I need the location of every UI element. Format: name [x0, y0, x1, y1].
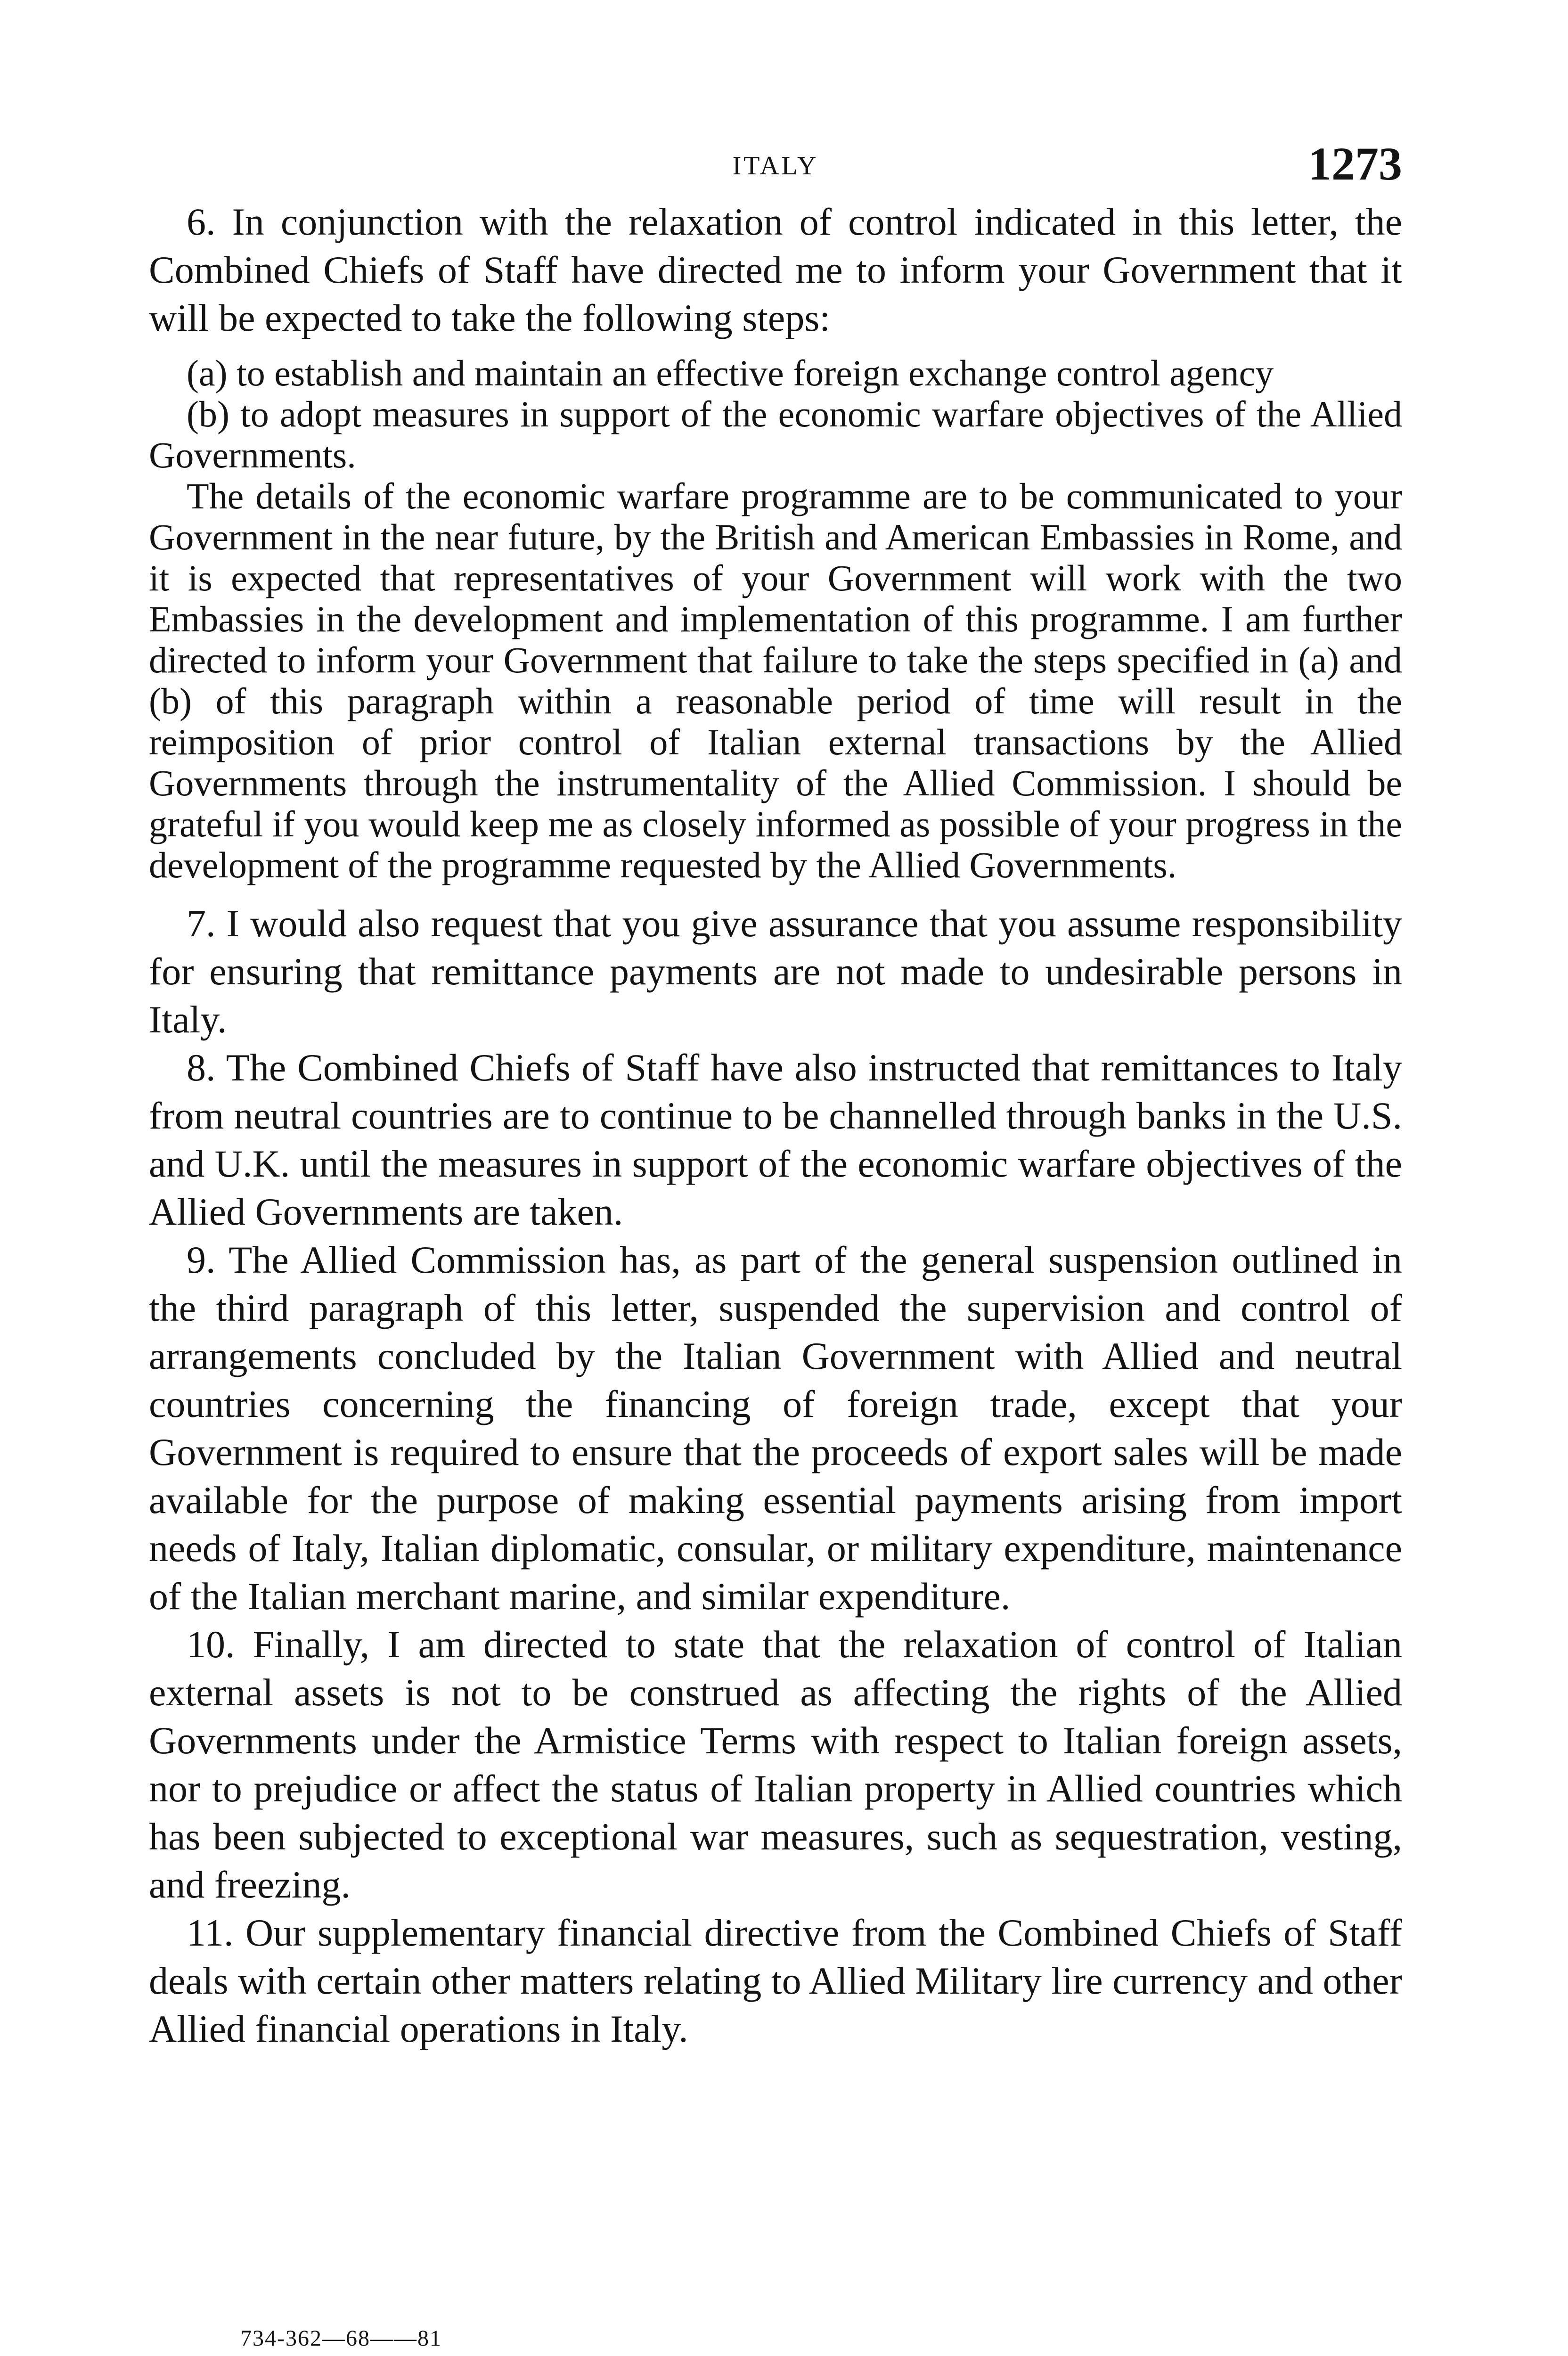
- page-number: 1273: [1308, 138, 1402, 190]
- paragraph-8: 8. The Combined Chiefs of Staff have also instructed that remittances to Italy from neutral countries are to continue to be channelled through banks in the U.S. and U.K. until the measures in support of the economic warfare objectives of the Allied Governments are taken.: [149, 1046, 1402, 1233]
- paragraph-6: 6. In conjunction with the relaxation of control indicated in this letter, the Combined Chiefs of Staff have directed me to inform your Government that it will be expected to take the following steps:: [149, 200, 1402, 339]
- paragraph-7: 7. I would also request that you give assurance that you assume responsibility for ensuring that remittance payments are not made to undesirable persons in Italy.: [149, 902, 1402, 1041]
- running-title: ITALY: [732, 151, 819, 180]
- paragraph-11: 11. Our supplementary financial directive from the Combined Chiefs of Staff deals with certain other matters relating to Allied Military lire currency and other Allied financial operations in Italy.: [149, 1911, 1402, 2050]
- paragraph-9: 9. The Allied Commission has, as part of the general suspension outlined in the third paragraph of this letter, suspended the supervision and control of arrangements concluded by the Italian Government with Allied and neutral countries concerning the financing of foreign trade, except that your Government is required to ensure that the proceeds of export sales will be made available for the purpose of making essential payments arising from import needs of Italy, Italian diplomatic, consular, or military expenditure, maintenance of the Italian merchant marine, and similar expenditure.: [149, 1238, 1402, 1618]
- running-head: [149, 132, 1402, 198]
- paragraph-6-details: The details of the economic warfare programme are to be communicated to your Government in the near future, by the British and American Embassies in Rome, and it is expected that representatives of your Government will work with the two Embassies in the development and implementation of this programme. I am further directed to inform your Government that failure to take the steps specified in (a) and (b) of this paragraph within a reasonable period of time will result in the reimposition of prior control of Italian external transactions by the Allied Governments through the instrumentality of the Allied Commission. I should be grateful if you would keep me as closely informed as possible of your progress in the development of the programme requested by the Allied Governments.: [149, 475, 1402, 885]
- paragraph-6-item-a: (a) to establish and maintain an effective foreign exchange control agency: [187, 352, 1274, 393]
- paragraph-10: 10. Finally, I am directed to state that the relaxation of control of Italian external assets is not to be construed as affecting the rights of the Allied Governments under the Armistice Terms with respect to Italian foreign assets, nor to prejudice or affect the status of Italian property in Allied countries which has been subjected to exceptional war measures, such as sequestration, vesting, and freezing.: [149, 1623, 1402, 1906]
- print-code: 734-362—68——81: [240, 2326, 442, 2351]
- paragraph-6-item-b: (b) to adopt measures in support of the economic warfare objectives of the Allied Governments.: [149, 393, 1402, 475]
- document-page: [149, 132, 1402, 2053]
- document-body: [149, 198, 1402, 2053]
